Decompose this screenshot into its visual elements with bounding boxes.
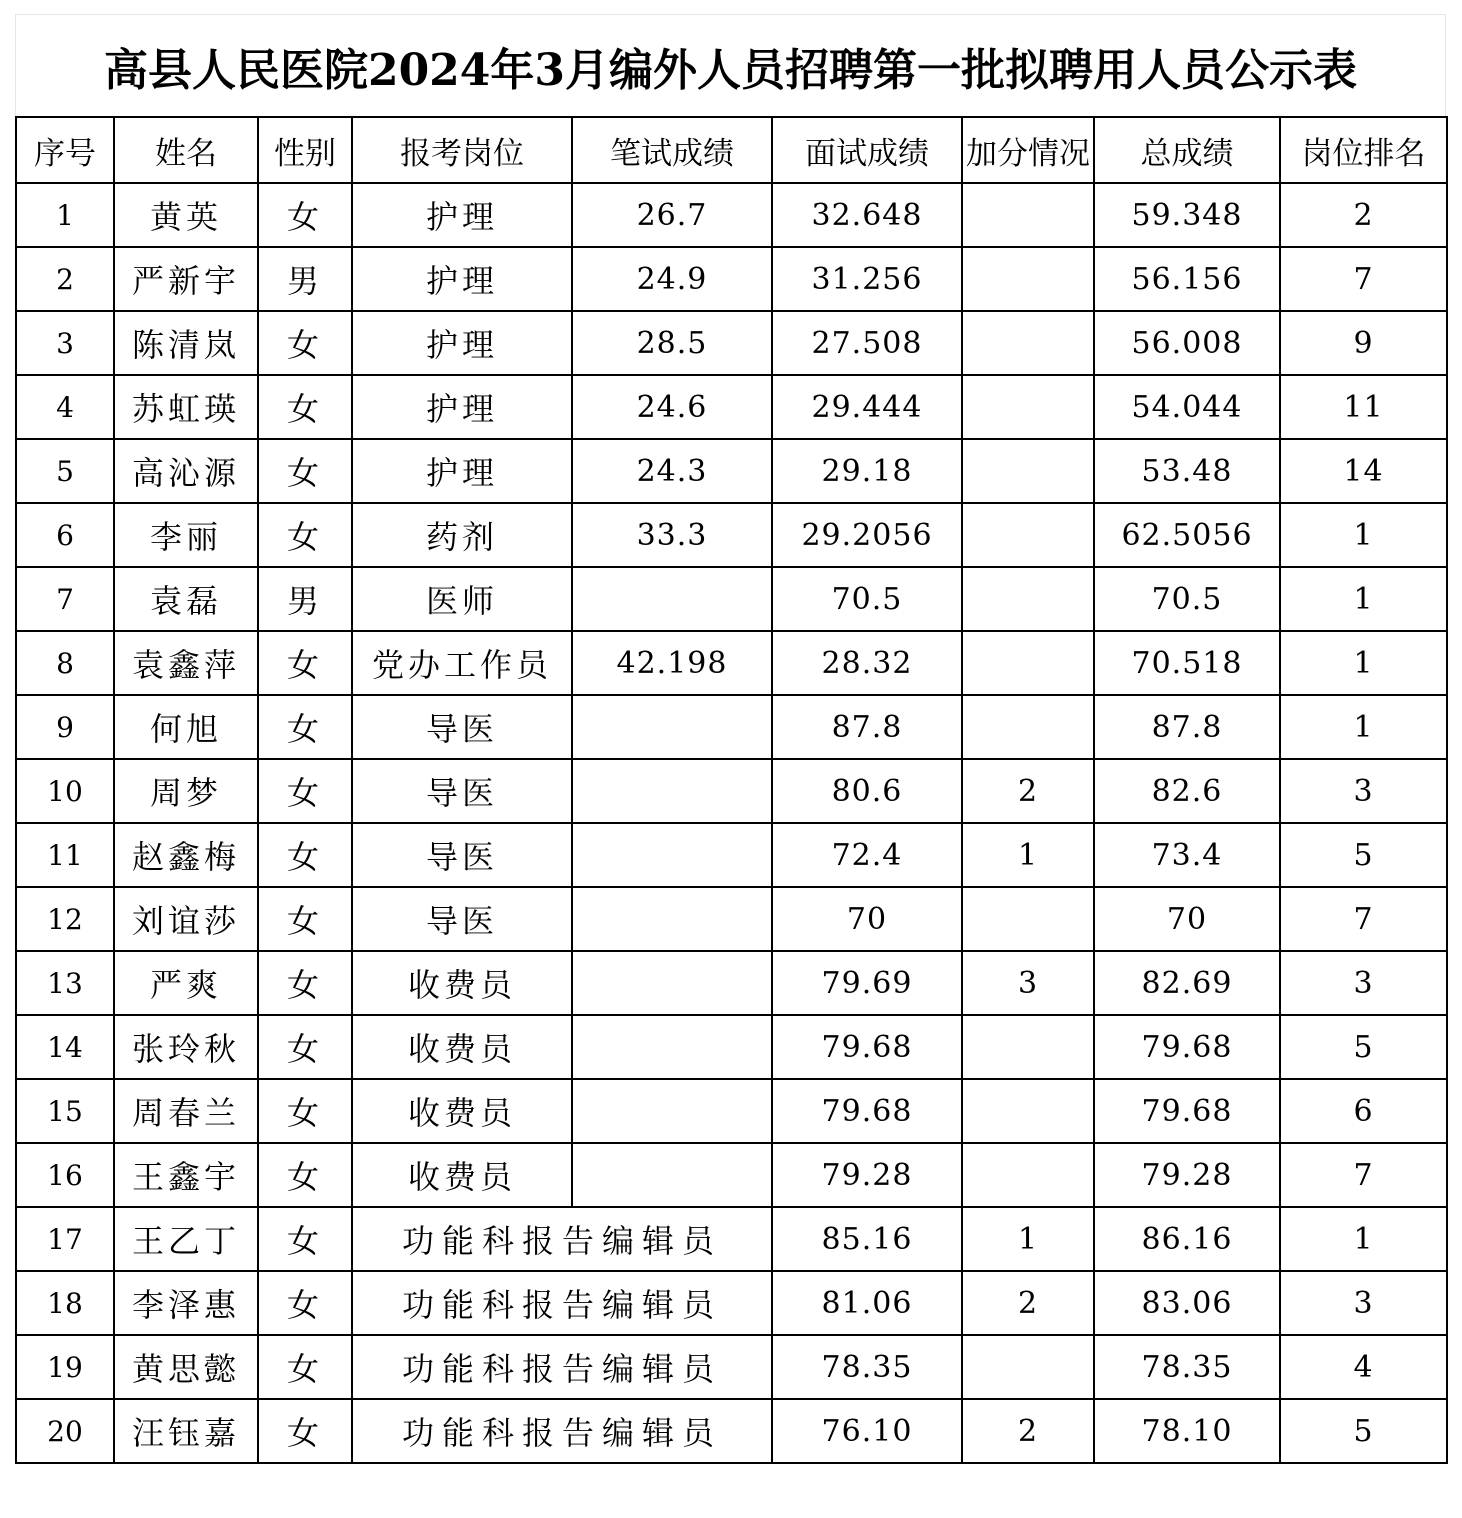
header-name: 姓名 xyxy=(114,117,258,183)
cell-written-score: 24.3 xyxy=(572,439,772,503)
cell-total-score: 53.48 xyxy=(1094,439,1280,503)
cell-name: 严爽 xyxy=(114,951,258,1015)
cell-position: 收费员 xyxy=(352,1143,572,1207)
cell-position: 功能科报告编辑员 xyxy=(352,1207,772,1271)
table-row xyxy=(16,1079,1447,1143)
cell-index: 11 xyxy=(16,823,114,887)
cell-bonus: 2 xyxy=(962,759,1094,823)
cell-bonus: 2 xyxy=(962,1271,1094,1335)
cell-name: 周梦 xyxy=(114,759,258,823)
cell-name: 袁鑫萍 xyxy=(114,631,258,695)
cell-total-score: 70.5 xyxy=(1094,567,1280,631)
cell-gender: 女 xyxy=(258,1015,352,1079)
cell-rank: 9 xyxy=(1280,311,1447,375)
cell-interview-score: 85.16 xyxy=(772,1207,962,1271)
cell-index: 3 xyxy=(16,311,114,375)
table-row xyxy=(16,567,1447,631)
cell-name: 高沁源 xyxy=(114,439,258,503)
cell-index: 10 xyxy=(16,759,114,823)
table-row xyxy=(16,1335,1447,1399)
results-table xyxy=(15,116,1448,1464)
cell-position: 导医 xyxy=(352,695,572,759)
cell-name: 黄思懿 xyxy=(114,1335,258,1399)
cell-rank: 6 xyxy=(1280,1079,1447,1143)
cell-bonus xyxy=(962,183,1094,247)
cell-written-score: 42.198 xyxy=(572,631,772,695)
cell-index: 6 xyxy=(16,503,114,567)
cell-total-score: 70 xyxy=(1094,887,1280,951)
cell-written-score: 26.7 xyxy=(572,183,772,247)
cell-index: 14 xyxy=(16,1015,114,1079)
cell-gender: 女 xyxy=(258,1271,352,1335)
cell-total-score: 56.156 xyxy=(1094,247,1280,311)
cell-gender: 男 xyxy=(258,567,352,631)
cell-index: 5 xyxy=(16,439,114,503)
cell-position: 药剂 xyxy=(352,503,572,567)
cell-gender: 女 xyxy=(258,439,352,503)
cell-name: 周春兰 xyxy=(114,1079,258,1143)
cell-total-score: 54.044 xyxy=(1094,375,1280,439)
cell-index: 19 xyxy=(16,1335,114,1399)
cell-bonus xyxy=(962,1335,1094,1399)
cell-written-score xyxy=(572,1079,772,1143)
table-row xyxy=(16,503,1447,567)
cell-name: 严新宇 xyxy=(114,247,258,311)
cell-total-score: 62.5056 xyxy=(1094,503,1280,567)
header-bonus: 加分情况 xyxy=(962,117,1094,183)
cell-interview-score: 32.648 xyxy=(772,183,962,247)
cell-gender: 女 xyxy=(258,503,352,567)
cell-rank: 4 xyxy=(1280,1335,1447,1399)
table-header-row xyxy=(16,117,1447,183)
cell-index: 13 xyxy=(16,951,114,1015)
cell-total-score: 79.28 xyxy=(1094,1143,1280,1207)
cell-interview-score: 29.444 xyxy=(772,375,962,439)
cell-interview-score: 29.18 xyxy=(772,439,962,503)
table-row xyxy=(16,1015,1447,1079)
cell-position: 功能科报告编辑员 xyxy=(352,1399,772,1463)
header-interview-score: 面试成绩 xyxy=(772,117,962,183)
cell-bonus xyxy=(962,311,1094,375)
table-row xyxy=(16,1207,1447,1271)
header-total-score: 总成绩 xyxy=(1094,117,1280,183)
cell-gender: 女 xyxy=(258,631,352,695)
cell-bonus xyxy=(962,631,1094,695)
cell-rank: 5 xyxy=(1280,823,1447,887)
cell-index: 12 xyxy=(16,887,114,951)
cell-interview-score: 79.28 xyxy=(772,1143,962,1207)
cell-interview-score: 28.32 xyxy=(772,631,962,695)
cell-written-score: 28.5 xyxy=(572,311,772,375)
cell-total-score: 78.10 xyxy=(1094,1399,1280,1463)
table-row xyxy=(16,823,1447,887)
cell-written-score: 33.3 xyxy=(572,503,772,567)
cell-position: 党办工作员 xyxy=(352,631,572,695)
table-row xyxy=(16,1399,1447,1463)
cell-rank: 5 xyxy=(1280,1399,1447,1463)
cell-total-score: 82.6 xyxy=(1094,759,1280,823)
cell-bonus: 3 xyxy=(962,951,1094,1015)
table-row xyxy=(16,183,1447,247)
cell-rank: 7 xyxy=(1280,247,1447,311)
cell-gender: 女 xyxy=(258,1207,352,1271)
cell-gender: 女 xyxy=(258,695,352,759)
cell-rank: 3 xyxy=(1280,759,1447,823)
cell-rank: 11 xyxy=(1280,375,1447,439)
cell-name: 刘谊莎 xyxy=(114,887,258,951)
cell-name: 王鑫宇 xyxy=(114,1143,258,1207)
table-row xyxy=(16,951,1447,1015)
cell-bonus xyxy=(962,1079,1094,1143)
table-row xyxy=(16,695,1447,759)
table-row xyxy=(16,439,1447,503)
cell-position: 功能科报告编辑员 xyxy=(352,1335,772,1399)
cell-gender: 男 xyxy=(258,247,352,311)
cell-total-score: 83.06 xyxy=(1094,1271,1280,1335)
cell-gender: 女 xyxy=(258,759,352,823)
cell-position: 护理 xyxy=(352,439,572,503)
document-sheet xyxy=(15,14,1446,1502)
table-row xyxy=(16,1143,1447,1207)
cell-gender: 女 xyxy=(258,887,352,951)
cell-bonus xyxy=(962,1015,1094,1079)
cell-index: 2 xyxy=(16,247,114,311)
cell-index: 8 xyxy=(16,631,114,695)
cell-position: 护理 xyxy=(352,311,572,375)
cell-total-score: 70.518 xyxy=(1094,631,1280,695)
cell-bonus xyxy=(962,887,1094,951)
cell-gender: 女 xyxy=(258,823,352,887)
cell-name: 赵鑫梅 xyxy=(114,823,258,887)
cell-gender: 女 xyxy=(258,311,352,375)
cell-name: 汪钰嘉 xyxy=(114,1399,258,1463)
cell-total-score: 87.8 xyxy=(1094,695,1280,759)
cell-rank: 1 xyxy=(1280,695,1447,759)
header-rank: 岗位排名 xyxy=(1280,117,1447,183)
header-written-score: 笔试成绩 xyxy=(572,117,772,183)
cell-position: 护理 xyxy=(352,247,572,311)
cell-interview-score: 79.69 xyxy=(772,951,962,1015)
cell-name: 黄英 xyxy=(114,183,258,247)
cell-name: 袁磊 xyxy=(114,567,258,631)
table-row xyxy=(16,375,1447,439)
cell-written-score xyxy=(572,1015,772,1079)
cell-bonus xyxy=(962,503,1094,567)
cell-interview-score: 70.5 xyxy=(772,567,962,631)
cell-position: 收费员 xyxy=(352,951,572,1015)
cell-bonus xyxy=(962,439,1094,503)
cell-written-score: 24.9 xyxy=(572,247,772,311)
cell-interview-score: 76.10 xyxy=(772,1399,962,1463)
cell-total-score: 78.35 xyxy=(1094,1335,1280,1399)
cell-written-score: 24.6 xyxy=(572,375,772,439)
cell-gender: 女 xyxy=(258,1143,352,1207)
cell-position: 收费员 xyxy=(352,1079,572,1143)
cell-rank: 14 xyxy=(1280,439,1447,503)
cell-position: 导医 xyxy=(352,887,572,951)
cell-bonus xyxy=(962,247,1094,311)
cell-name: 陈清岚 xyxy=(114,311,258,375)
cell-written-score xyxy=(572,695,772,759)
cell-position: 导医 xyxy=(352,759,572,823)
cell-rank: 1 xyxy=(1280,1207,1447,1271)
cell-bonus: 1 xyxy=(962,823,1094,887)
cell-position: 导医 xyxy=(352,823,572,887)
table-row xyxy=(16,247,1447,311)
cell-total-score: 59.348 xyxy=(1094,183,1280,247)
cell-total-score: 73.4 xyxy=(1094,823,1280,887)
table-row xyxy=(16,887,1447,951)
cell-rank: 7 xyxy=(1280,887,1447,951)
cell-bonus xyxy=(962,1143,1094,1207)
cell-index: 1 xyxy=(16,183,114,247)
cell-index: 16 xyxy=(16,1143,114,1207)
cell-interview-score: 79.68 xyxy=(772,1079,962,1143)
cell-total-score: 79.68 xyxy=(1094,1015,1280,1079)
table-row xyxy=(16,1271,1447,1335)
cell-name: 张玲秋 xyxy=(114,1015,258,1079)
cell-rank: 1 xyxy=(1280,631,1447,695)
cell-position: 收费员 xyxy=(352,1015,572,1079)
cell-index: 20 xyxy=(16,1399,114,1463)
cell-interview-score: 31.256 xyxy=(772,247,962,311)
cell-name: 何旭 xyxy=(114,695,258,759)
cell-rank: 7 xyxy=(1280,1143,1447,1207)
page-title: 高县人民医院2024年3月编外人员招聘第一批拟聘用人员公示表 xyxy=(15,14,1446,117)
header-position: 报考岗位 xyxy=(352,117,572,183)
cell-index: 4 xyxy=(16,375,114,439)
cell-interview-score: 29.2056 xyxy=(772,503,962,567)
cell-rank: 1 xyxy=(1280,567,1447,631)
cell-written-score xyxy=(572,951,772,1015)
cell-gender: 女 xyxy=(258,1399,352,1463)
cell-bonus: 1 xyxy=(962,1207,1094,1271)
cell-interview-score: 27.508 xyxy=(772,311,962,375)
cell-gender: 女 xyxy=(258,951,352,1015)
cell-rank: 2 xyxy=(1280,183,1447,247)
cell-rank: 1 xyxy=(1280,503,1447,567)
header-gender: 性别 xyxy=(258,117,352,183)
cell-interview-score: 79.68 xyxy=(772,1015,962,1079)
cell-interview-score: 81.06 xyxy=(772,1271,962,1335)
cell-total-score: 56.008 xyxy=(1094,311,1280,375)
cell-interview-score: 78.35 xyxy=(772,1335,962,1399)
cell-bonus xyxy=(962,375,1094,439)
cell-total-score: 82.69 xyxy=(1094,951,1280,1015)
cell-interview-score: 80.6 xyxy=(772,759,962,823)
cell-position: 功能科报告编辑员 xyxy=(352,1271,772,1335)
table-row xyxy=(16,311,1447,375)
cell-index: 17 xyxy=(16,1207,114,1271)
cell-name: 李泽惠 xyxy=(114,1271,258,1335)
cell-position: 护理 xyxy=(352,183,572,247)
cell-bonus: 2 xyxy=(962,1399,1094,1463)
header-index: 序号 xyxy=(16,117,114,183)
cell-interview-score: 87.8 xyxy=(772,695,962,759)
cell-position: 护理 xyxy=(352,375,572,439)
cell-index: 15 xyxy=(16,1079,114,1143)
cell-index: 9 xyxy=(16,695,114,759)
cell-interview-score: 70 xyxy=(772,887,962,951)
table-body xyxy=(16,183,1447,1463)
cell-position: 医师 xyxy=(352,567,572,631)
cell-written-score xyxy=(572,823,772,887)
cell-total-score: 79.68 xyxy=(1094,1079,1280,1143)
cell-rank: 3 xyxy=(1280,1271,1447,1335)
cell-gender: 女 xyxy=(258,375,352,439)
cell-written-score xyxy=(572,887,772,951)
cell-written-score xyxy=(572,567,772,631)
cell-written-score xyxy=(572,1143,772,1207)
cell-gender: 女 xyxy=(258,183,352,247)
cell-bonus xyxy=(962,695,1094,759)
cell-interview-score: 72.4 xyxy=(772,823,962,887)
cell-written-score xyxy=(572,759,772,823)
cell-name: 王乙丁 xyxy=(114,1207,258,1271)
cell-name: 苏虹瑛 xyxy=(114,375,258,439)
cell-rank: 5 xyxy=(1280,1015,1447,1079)
cell-total-score: 86.16 xyxy=(1094,1207,1280,1271)
cell-rank: 3 xyxy=(1280,951,1447,1015)
cell-gender: 女 xyxy=(258,1079,352,1143)
cell-bonus xyxy=(962,567,1094,631)
cell-name: 李丽 xyxy=(114,503,258,567)
table-row xyxy=(16,631,1447,695)
table-row xyxy=(16,759,1447,823)
cell-index: 18 xyxy=(16,1271,114,1335)
cell-gender: 女 xyxy=(258,1335,352,1399)
cell-index: 7 xyxy=(16,567,114,631)
